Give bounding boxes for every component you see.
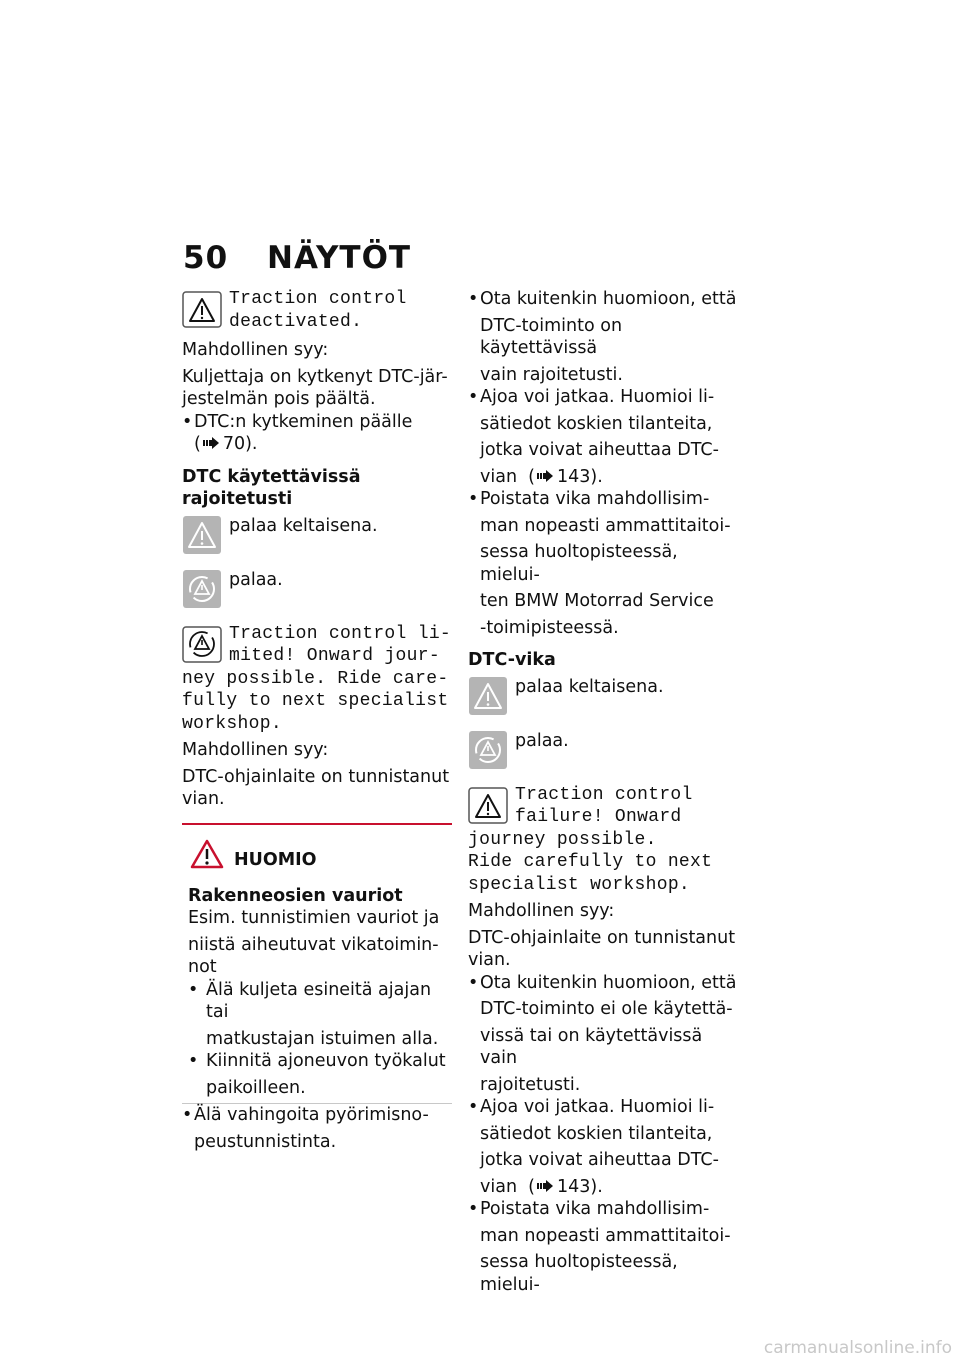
cause-text-line: DTC-ohjainlaite on tunnistanut <box>182 766 450 787</box>
display-text-line: deactivated. <box>229 311 363 332</box>
indicator-text: palaa. <box>515 730 569 751</box>
notice-title: Rakenneosien vauriot <box>188 885 403 906</box>
display-text-line: mited! Onward jour- <box>229 646 440 666</box>
list-item: • Kiinnitä ajoneuvon työkalut paikoilleen. <box>188 1050 452 1099</box>
list-item: • Ajoa voi jatkaa. Huomioi li- sätiedot koskien tilanteita, jotka voivat aiheuttaa DTC- vian ( 143). <box>468 1096 738 1198</box>
notice-text-line: niistä aiheutuvat vikatoimin- <box>188 934 439 955</box>
page-reference-arrow-icon <box>537 1176 553 1199</box>
page-number: 50 <box>183 240 229 276</box>
indicator-text: palaa keltaisena. <box>515 676 664 697</box>
display-message-limited <box>182 623 452 668</box>
display-text-line: Traction control <box>515 784 693 805</box>
left-column <box>182 288 452 1153</box>
list-item: • Älä vahingoita pyörimisno- peustunnistinta. <box>182 1104 452 1153</box>
cause-text-line: jestelmän pois päältä. <box>182 389 376 409</box>
page-reference-arrow-icon <box>203 433 219 456</box>
indicator-dtc-row <box>182 569 452 613</box>
section-title: NÄYTÖT <box>267 240 412 276</box>
notice-box <box>182 823 452 1105</box>
cause-label: Mahdollinen syy: <box>182 740 329 760</box>
display-text-line: journey possible. <box>468 829 657 850</box>
indicator-yellow-row <box>182 515 452 559</box>
display-text-line: workshop. <box>182 713 282 734</box>
list-item: • Älä kuljeta esineitä ajajan tai matkustajan istuimen alla. <box>188 979 452 1051</box>
list-item: • DTC:n kytkeminen päälle ( 70). <box>182 411 452 456</box>
display-text-line: ney possible. Ride care- <box>182 668 449 689</box>
caution-triangle-icon <box>190 839 224 873</box>
warning-indicator-icon <box>468 676 508 720</box>
cause-text-line: Kuljettaja on kytkenyt DTC-jär- <box>182 366 448 387</box>
display-text-line: failure! Onward <box>515 807 682 827</box>
page-reference: 143). <box>557 466 603 487</box>
dtc-indicator-icon <box>468 730 508 774</box>
notice-label: HUOMIO <box>234 849 317 870</box>
section-heading: DTC käytettävissä rajoitetusti <box>182 466 361 509</box>
dtc-indicator-icon <box>182 569 222 613</box>
page-reference-arrow-icon <box>537 466 553 489</box>
display-text-continued <box>182 668 452 736</box>
warning-triangle-icon <box>182 288 222 332</box>
right-column <box>468 288 738 1296</box>
indicator-dtc-row <box>468 730 738 774</box>
warning-triangle-icon <box>468 784 508 828</box>
display-text-line: Traction control li- <box>229 623 452 644</box>
notice-text-line: not <box>188 957 217 977</box>
watermark: carmanualsonline.info <box>763 1338 952 1358</box>
list-item: • Ota kuitenkin huomioon, että DTC-toiminto on käytettävissä vain rajoitetusti. <box>468 288 738 386</box>
display-text-line: Traction control <box>229 289 407 309</box>
display-message-deactivated <box>182 288 452 333</box>
cause-label: Mahdollinen syy: <box>182 340 329 360</box>
section-heading: DTC-vika <box>468 650 556 670</box>
list-item: • Poistata vika mahdollisim- man nopeasti ammattitaitoi- sessa huoltopisteessä, mielui- <box>468 1198 738 1296</box>
cause-text-line: DTC-ohjainlaite on tunnistanut <box>468 927 736 948</box>
cause-label: Mahdollinen syy: <box>468 901 615 921</box>
page-reference: 70). <box>222 434 258 454</box>
list-item: • Poistata vika mahdollisim- man nopeasti ammattitaitoi- sessa huoltopisteessä, mielui- ten BMW Motorrad Service -toimipisteessä. <box>468 488 738 639</box>
display-text-line: fully to next specialist <box>182 691 449 711</box>
display-text-line: specialist workshop. <box>468 874 691 895</box>
display-text-continued <box>468 829 738 897</box>
page-header <box>183 240 411 276</box>
display-text-line: Ride carefully to next <box>468 852 713 872</box>
list-item: • Ajoa voi jatkaa. Huomioi li- sätiedot koskien tilanteita, jotka voivat aiheuttaa DTC- vian ( 143). <box>468 386 738 488</box>
list-item: • Ota kuitenkin huomioon, että DTC-toiminto ei ole käytettä- vissä tai on käytettävissä vain rajoitetusti. <box>468 972 738 1097</box>
indicator-text: palaa keltaisena. <box>229 515 378 536</box>
indicator-text: palaa. <box>229 569 283 590</box>
page-reference: 143). <box>557 1176 603 1197</box>
dtc-warning-icon <box>182 623 222 667</box>
indicator-yellow-row <box>468 676 738 720</box>
display-message-failure <box>468 784 738 829</box>
cause-text-line: vian. <box>468 950 511 970</box>
warning-indicator-icon <box>182 515 222 559</box>
notice-text-line: Esim. tunnistimien vauriot ja <box>188 908 440 928</box>
cause-text-line: vian. <box>182 789 225 809</box>
bullet-text: • DTC:n kytkeminen päälle <box>194 411 413 432</box>
